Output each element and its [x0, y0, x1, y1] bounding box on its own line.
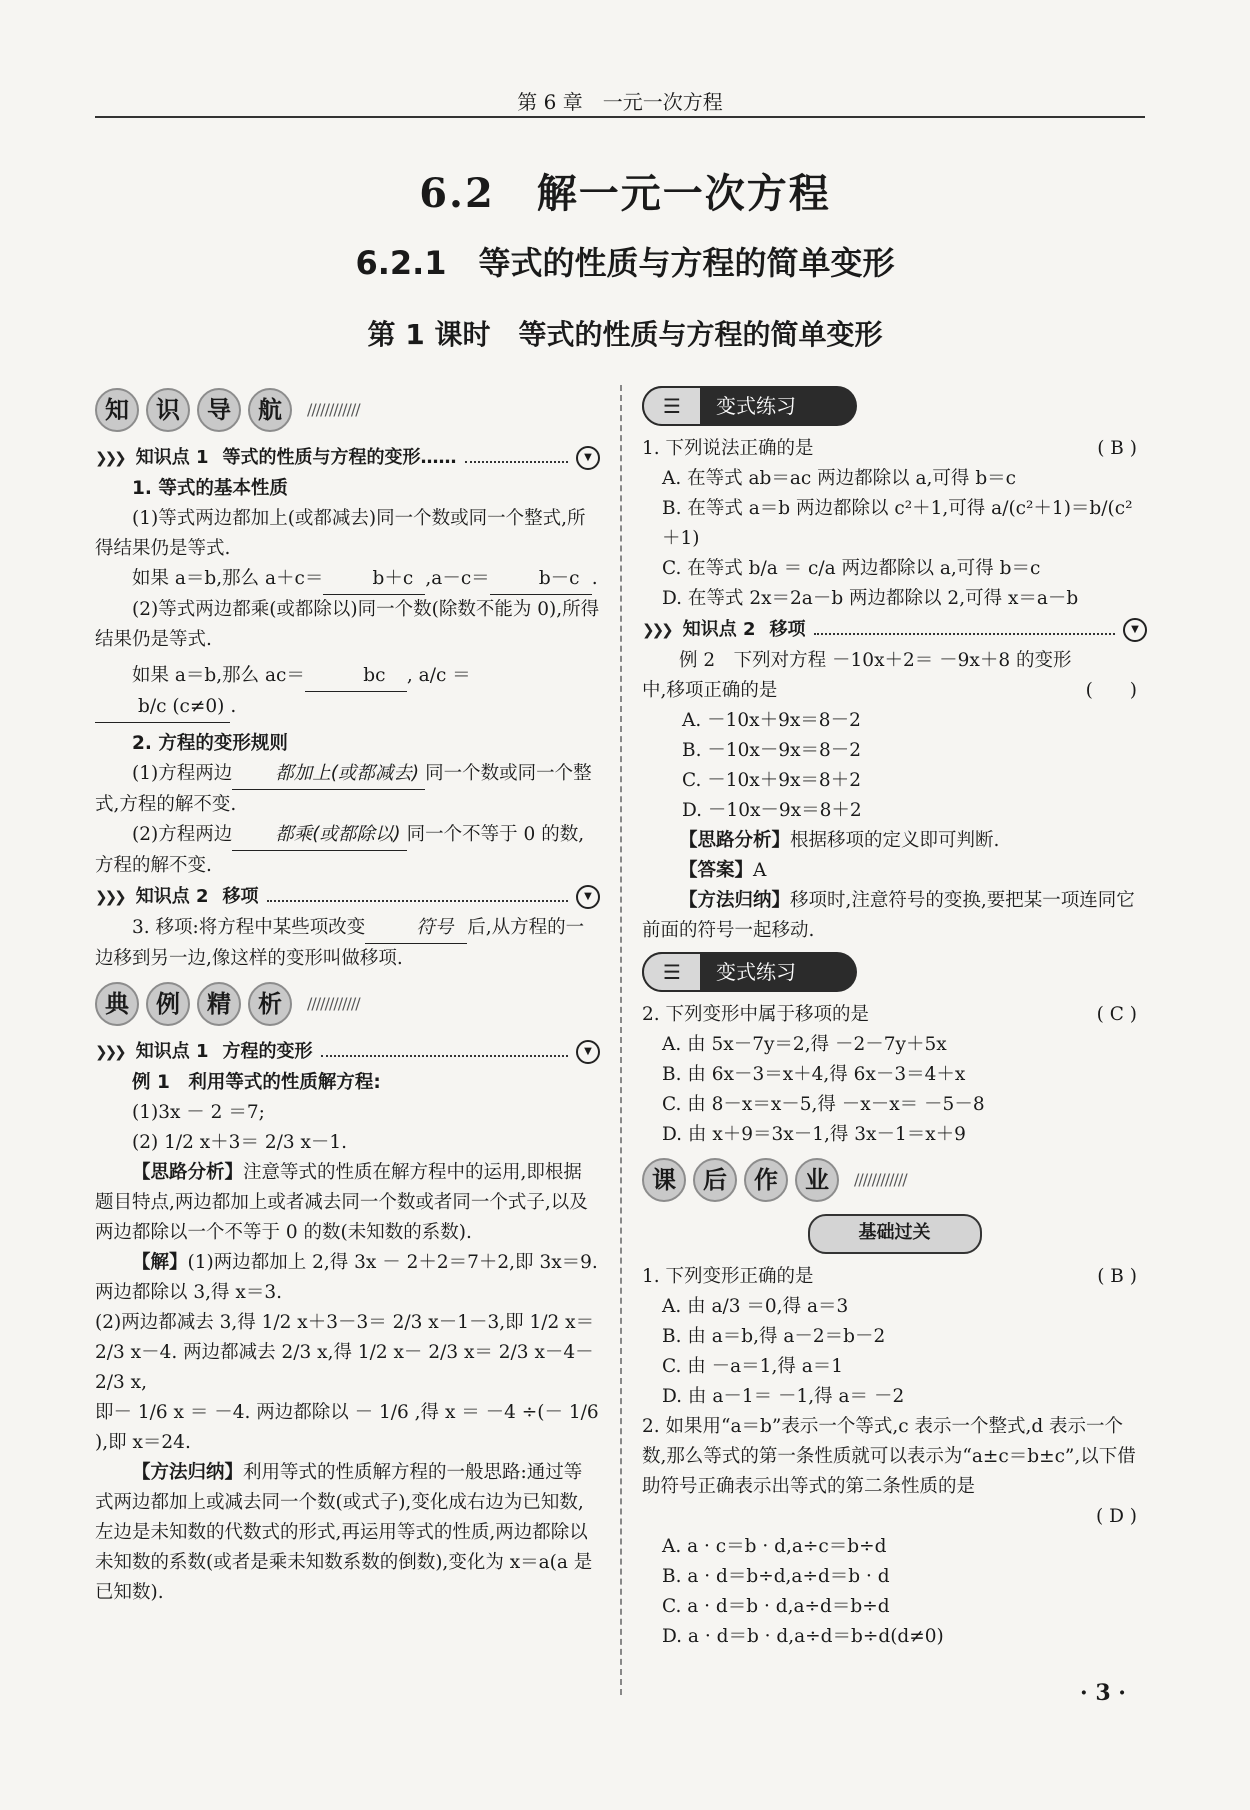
answer: ( B ): [1097, 1266, 1137, 1287]
text-span: 根据移项的定义即可判断.: [790, 830, 1000, 851]
question-text: 2. 如果用“a＝b”表示一个等式,c 表示一个整式,d 表示一个数,那么等式的第一条性质就可以表示为“a±c＝b±c”,以下借助符号正确表示出等式的第二条性质的是: [642, 1416, 1136, 1497]
heading-char: 析: [248, 982, 292, 1026]
text-line: [95, 759, 600, 820]
chevron-down-icon: ▼: [576, 885, 600, 909]
option: A. 由 5x－7y＝2,得 －2－7y＋5x: [662, 1034, 947, 1055]
text-span: 如果 a＝b,那么 ac＝: [132, 665, 305, 686]
fill-blank: 符号: [365, 913, 467, 944]
text-span: 同一个数或同一个整式,方程的解不变.: [95, 763, 592, 815]
heading-char: 课: [642, 1158, 686, 1202]
question-text: 1. 下列说法正确的是: [642, 438, 814, 459]
text-line: (2)两边都减去 3,得 1/2 x＋3－3＝ 2/3 x－1－3,即 1/2 x＝ 2/3 x－4. 两边都减去 2/3 x,得 1/2 x－ 2/3 x＝ 2/3 x－4－ 2/3 x,: [95, 1312, 595, 1393]
option: A. 由 a/3 ＝0,得 a＝3: [662, 1296, 849, 1317]
option: C. 在等式 b/a ＝ c/a 两边都除以 a,可得 b＝c: [662, 558, 1041, 579]
text-line: 即－ 1/6 x ＝ －4. 两边都除以 － 1/6 ,得 x ＝ －4 ÷(－ 1/6 ),即 x＝24.: [95, 1402, 599, 1453]
knowledge-point-1: [95, 442, 600, 474]
option: B. 由 a＝b,得 a－2＝b－2: [662, 1326, 886, 1347]
text-span: 后,从方程的一边移到另一边,像这样的变形叫做移项.: [95, 917, 585, 969]
option: A. a · c＝b · d,a÷c＝b÷d: [662, 1536, 887, 1557]
fill-blank: b＋c: [323, 564, 425, 595]
column-divider: [620, 385, 622, 1695]
section-title: 6.2 解一元一次方程: [419, 170, 831, 217]
option: B. 在等式 a＝b 两边都除以 c²＋1,可得 a/(c²＋1)＝b/(c²＋1): [662, 498, 1133, 549]
chapter-header: 第 6 章 一元一次方程: [517, 90, 723, 114]
text-span: 移项时,注意符号的变换,要把某一项连同它前面的符号一起移动.: [642, 890, 1135, 941]
text-span: 如果 a＝b,那么 a＋c＝: [132, 568, 324, 589]
tag: 【方法归纳】: [132, 1462, 244, 1483]
hatch-decoration: ////////////: [307, 994, 360, 1013]
fill-blank: bc: [305, 661, 407, 692]
kp-title: 方程的变形: [222, 1041, 313, 1062]
option: D. a · d＝b · d,a÷d＝b÷d(d≠0): [662, 1626, 944, 1647]
question: [642, 1000, 1147, 1030]
question-text: 2. 下列变形中属于移项的是: [642, 1004, 870, 1025]
page-number: · 3 ·: [1080, 1680, 1126, 1706]
text-line: (1)3x － 2 ＝7;: [132, 1102, 265, 1123]
dotted-leader: [465, 461, 568, 463]
kp-title: 移项: [222, 886, 259, 907]
text-span: 注意等式的性质在解方程中的运用,即根据题目特点,两边都加上或者减去同一个数或者同一个式子,以及两边都除以一个不等于 0 的数(未知数的系数).: [95, 1162, 588, 1243]
triple-arrow-icon: ❯❯❯: [95, 1043, 124, 1061]
book-icon: ☰: [642, 952, 702, 992]
fill-blank: b－c: [490, 564, 592, 595]
example-analysis-heading: [95, 976, 600, 1032]
chevron-down-icon: ▼: [576, 1040, 600, 1064]
text-line: 如果 a＝b,那么 a＋c＝ b＋c ,a－c＝ b－c .: [95, 564, 600, 595]
text-line: (2)等式两边都乘(或都除以)同一个数(除数不能为 0),所得结果仍是等式.: [95, 599, 600, 650]
text-line: (2) 1/2 x＋3＝ 2/3 x－1.: [132, 1132, 348, 1153]
fill-blank: 都乘(或都除以): [232, 820, 406, 851]
option: A. －10x＋9x＝8－2: [682, 710, 861, 731]
triple-arrow-icon: ❯❯❯: [95, 888, 124, 906]
triple-arrow-icon: ❯❯❯: [642, 621, 671, 639]
kp-number: 知识点 1: [135, 1041, 209, 1062]
text-line: [95, 1458, 600, 1608]
heading-char: 典: [95, 982, 139, 1026]
lesson-title: 第 1 课时 等式的性质与方程的简单变形: [367, 318, 883, 351]
text-span: 同一个不等于 0 的数,方程的解不变.: [95, 824, 585, 876]
text-span: 利用等式的性质解方程的一般思路:通过等式两边都加上或减去同一个数(或式子),变化成右边为已知数,左边是未知数的代数式的形式,再运用等式的性质,两边都除以未知数的系数(或者是乘未知数系数的倒数),变化为 x＝a(a 是已知数).: [95, 1462, 593, 1603]
tag: 【思路分析】: [132, 1162, 244, 1183]
heading-char: 识: [146, 388, 190, 432]
option: D. 由 a－1＝ －1,得 a＝ －2: [662, 1386, 905, 1407]
text-line: [95, 1158, 600, 1248]
option: B. a · d＝b÷d,a÷d＝b · d: [662, 1566, 890, 1587]
tag: 【思路分析】: [679, 830, 791, 851]
text-span: (1)方程两边: [132, 763, 233, 784]
tag: 【解】: [132, 1252, 188, 1273]
heading-char: 业: [795, 1158, 839, 1202]
chevron-down-icon: ▼: [576, 446, 600, 470]
option: D. 在等式 2x＝2a－b 两边都除以 2,可得 x＝a－b: [662, 588, 1079, 609]
tag: 【答案】: [679, 860, 754, 881]
homework-heading: [642, 1152, 1147, 1208]
example-1: 例 1 利用等式的性质解方程:: [132, 1072, 381, 1093]
text-line: [642, 826, 1147, 856]
book-icon: ☰: [642, 386, 702, 426]
hatch-decoration: ////////////: [854, 1170, 907, 1189]
kp-title: 移项: [769, 619, 806, 640]
text-line: [642, 886, 1147, 946]
question: [642, 434, 1147, 464]
heading-char: 作: [744, 1158, 788, 1202]
answer: ( C ): [1096, 1004, 1137, 1025]
option: C. －10x＋9x＝8＋2: [682, 770, 861, 791]
knowledge-nav-heading: [95, 382, 600, 438]
option: B. 由 6x－3＝x＋4,得 6x－3＝4＋x: [662, 1064, 966, 1085]
dotted-leader: [321, 1055, 568, 1057]
option: C. a · d＝b · d,a÷d＝b÷d: [662, 1596, 890, 1617]
option: D. 由 x＋9＝3x－1,得 3x－1＝x＋9: [662, 1124, 966, 1145]
option: A. 在等式 ab＝ac 两边都除以 a,可得 b＝c: [662, 468, 1017, 489]
text-line: [642, 856, 1147, 886]
answer: ( B ): [1097, 438, 1137, 459]
hatch-decoration: ////////////: [307, 400, 360, 419]
banner-text: 变式练习: [716, 394, 796, 418]
chevron-down-icon: ▼: [1123, 618, 1147, 642]
text-line: 2. 方程的变形规则: [132, 733, 288, 754]
knowledge-point-2: [95, 881, 600, 913]
heading-char: 例: [146, 982, 190, 1026]
fill-blank: b/c (c≠0): [95, 692, 230, 723]
knowledge-point-2-right: [642, 614, 1147, 646]
question: [642, 1262, 1147, 1292]
text-line: [95, 820, 600, 881]
left-column: [95, 380, 600, 1608]
heading-char: 知: [95, 388, 139, 432]
kp-number: 知识点 2: [682, 619, 756, 640]
answer: ( ): [1085, 680, 1137, 701]
fill-blank: 都加上(或都减去): [232, 759, 425, 790]
basic-level-badge: 基础过关: [808, 1214, 982, 1254]
text-line: [95, 913, 600, 974]
dotted-leader: [814, 633, 1115, 635]
option: C. 由 －a＝1,得 a＝1: [662, 1356, 843, 1377]
heading-char: 精: [197, 982, 241, 1026]
variant-practice-banner: [642, 952, 857, 992]
text-span: (1)两边都加上 2,得 3x － 2＋2＝7＋2,即 3x＝9. 两边都除以 3,得 x＝3.: [95, 1252, 598, 1303]
question-text: 例 2 下列对方程 －10x＋2＝ －9x＋8 的变形中,移项正确的是: [642, 650, 1072, 701]
knowledge-point-1-example: [95, 1036, 600, 1068]
heading-char: 导: [197, 388, 241, 432]
text-span: 3. 移项:将方程中某些项改变: [132, 917, 366, 938]
text-span: ,a－c＝: [425, 568, 490, 589]
text-span: (2)方程两边: [132, 824, 233, 845]
header-rule: [95, 116, 1145, 118]
heading-char: 后: [693, 1158, 737, 1202]
subsection-title: 6.2.1 等式的性质与方程的简单变形: [355, 244, 895, 282]
kp-number: 知识点 2: [135, 886, 209, 907]
answer: ( D ): [1095, 1506, 1137, 1527]
text-line: [95, 1248, 600, 1308]
option: B. －10x－9x＝8－2: [682, 740, 862, 761]
text-span: A: [753, 860, 767, 881]
right-column: [642, 380, 1147, 1652]
text-line: 1. 等式的基本性质: [132, 478, 288, 499]
option: C. 由 8－x＝x－5,得 －x－x＝ －5－8: [662, 1094, 985, 1115]
tag: 【方法归纳】: [679, 890, 791, 911]
dotted-leader: [267, 900, 568, 902]
banner-text: 变式练习: [716, 960, 796, 984]
kp-title: 等式的性质与方程的变形……: [222, 447, 457, 468]
text-line: 如果 a＝b,那么 ac＝ bc , a/c ＝b/c (c≠0) .: [95, 661, 600, 723]
text-line: (1)等式两边都加上(或都减去)同一个数或同一个整式,所得结果仍是等式.: [95, 508, 586, 559]
heading-char: 航: [248, 388, 292, 432]
text-span: ,: [406, 665, 413, 686]
example-2: [642, 646, 1147, 706]
kp-number: 知识点 1: [135, 447, 209, 468]
variant-practice-banner: [642, 386, 857, 426]
triple-arrow-icon: ❯❯❯: [95, 449, 124, 467]
option: D. －10x－9x＝8＋2: [682, 800, 862, 821]
question-text: 1. 下列变形正确的是: [642, 1266, 814, 1287]
